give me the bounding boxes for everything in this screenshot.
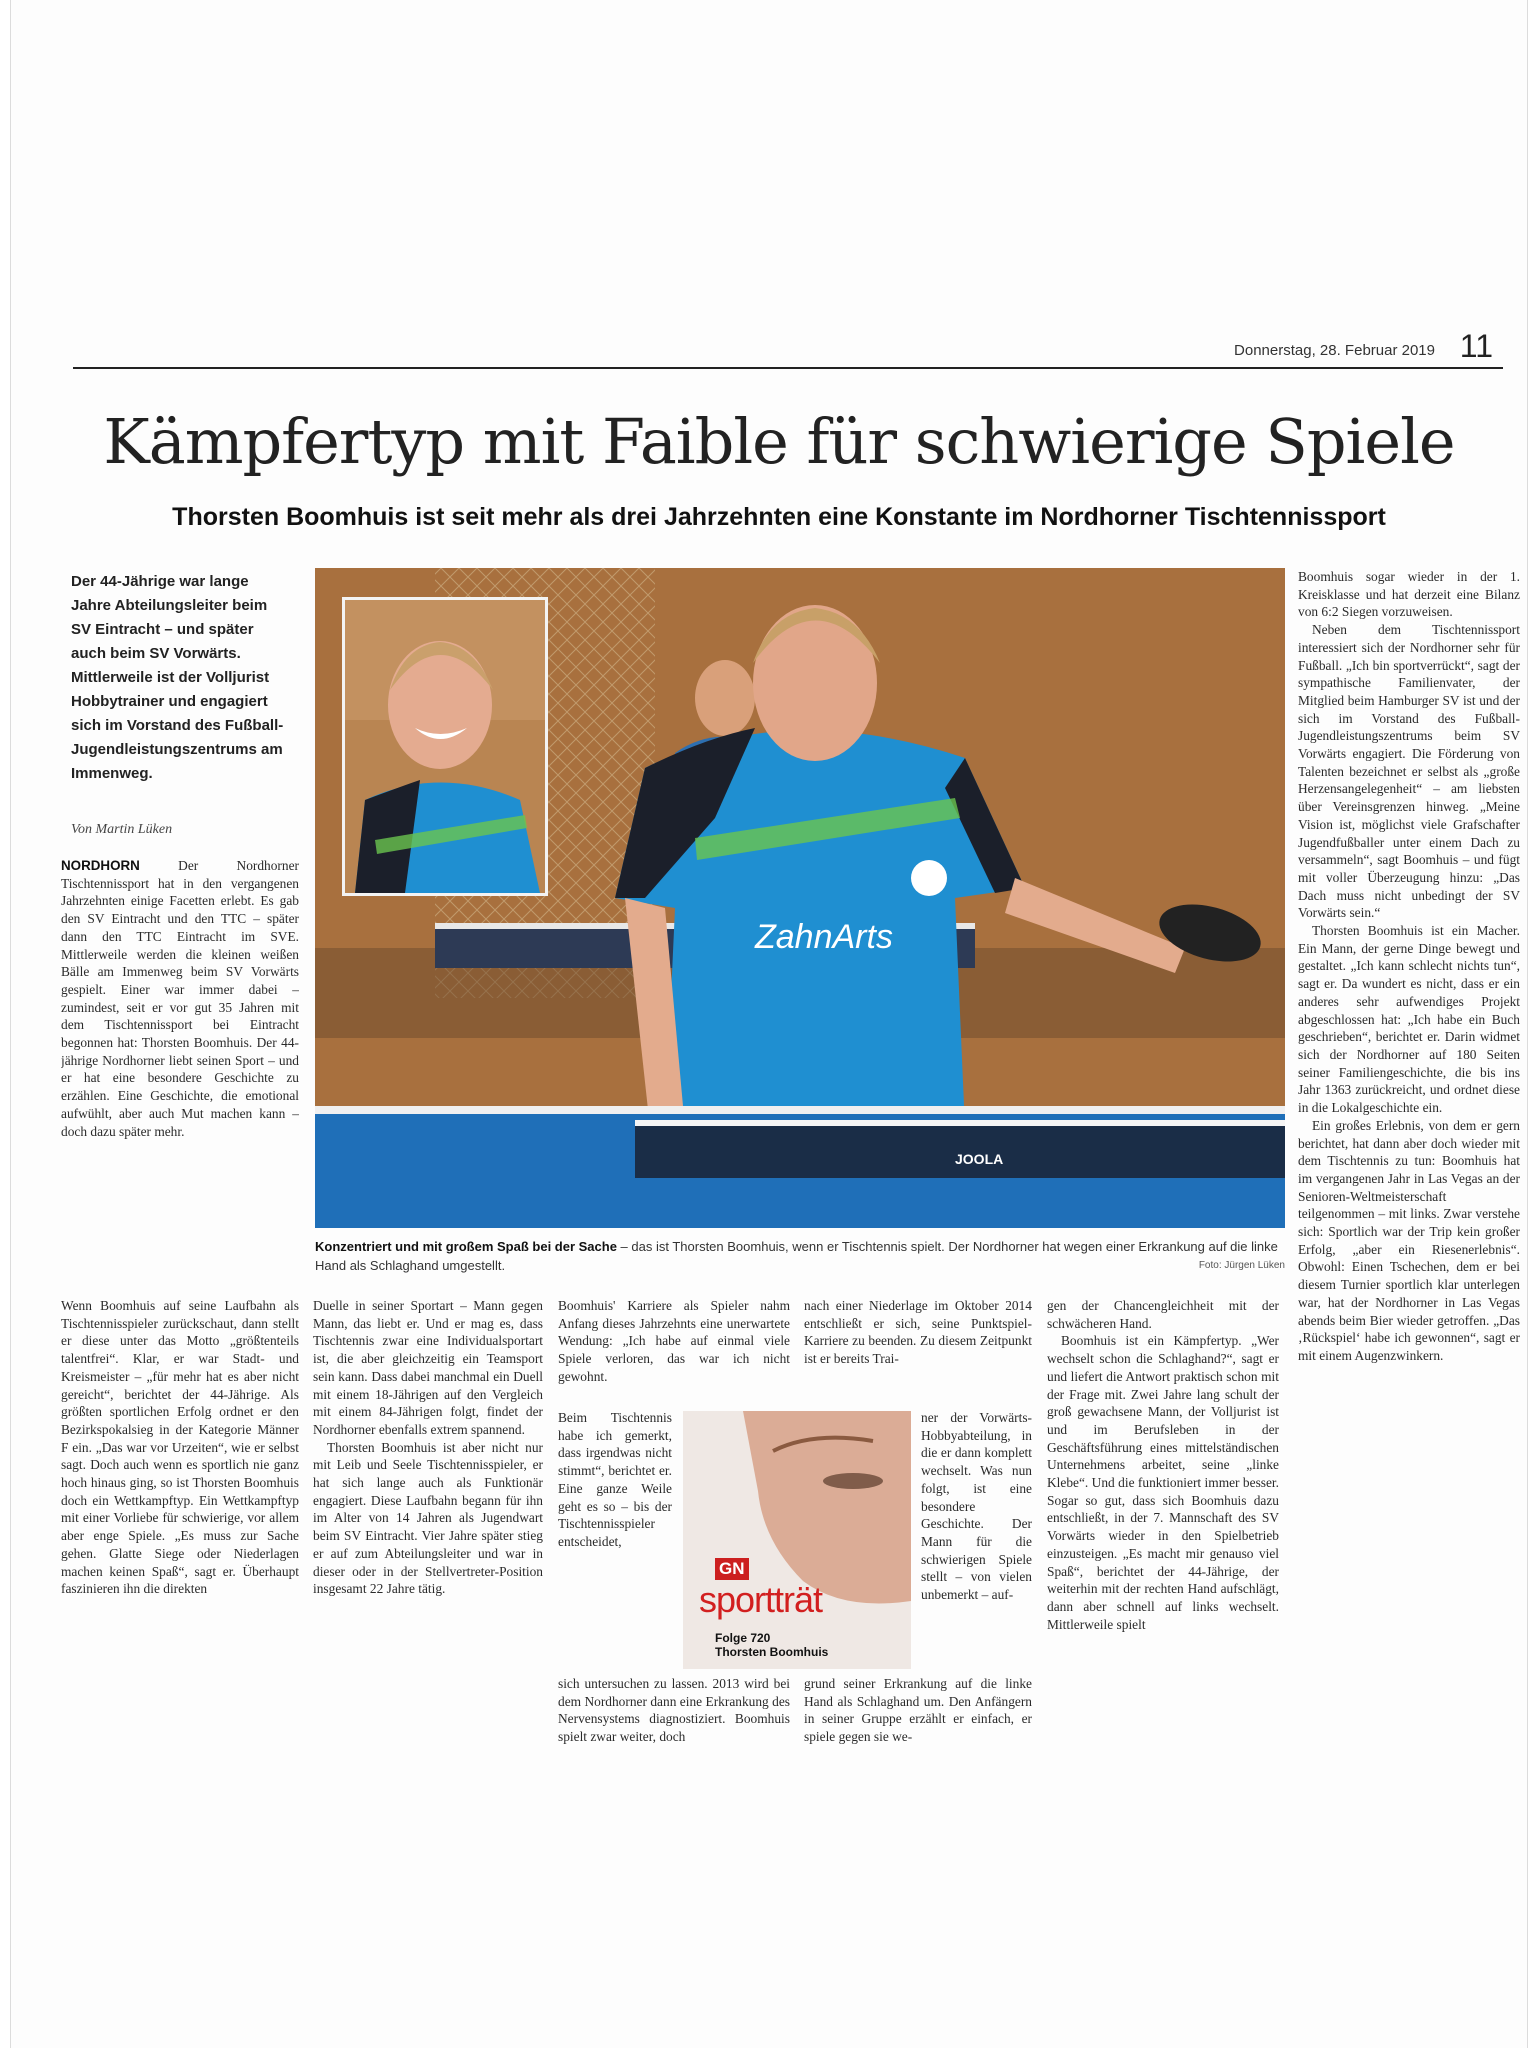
photo-credit: Foto: Jürgen Lüken [1198, 1260, 1285, 1271]
article-text: Thorsten Boomhuis ist ein Macher. Ein Mann, der gerne Dinge bewegt und gestaltet. „Ich kann schlecht nichts tun“, sagt er. Da wundert es nicht, dass er ein anderes sehr aufwendiges Projekt abgeschlossen hat: „Ich habe ein Buch geschrieben“, berichtet er. Darin widmet sich der Nordhorner auf 180 Seiten seiner Familiengeschichte, die bis ins Jahr 1363 zurückreicht, und ordnet diese in die Lokalgeschichte ein. [1298, 923, 1520, 1116]
article-column-3-bottom [558, 1675, 790, 1792]
article-text: Beim Tischtennis habe ich gemerkt, dass irgendwas nicht stimmt“, berichtet er. Eine ganze Weile geht es so – bis der Tischtennisspieler entscheidet, [558, 1410, 672, 1549]
article-text: sich untersuchen zu lassen. 2013 wird bei dem Nordhorner dann eine Erkrankung des Nervensystems diagnostiziert. Boomhuis spielt zwar weiter, doch [558, 1676, 790, 1745]
inset-portrait-photo [342, 597, 548, 896]
header-rule [73, 367, 1503, 369]
article-column-3-narrow [558, 1409, 672, 1673]
article-text: Boomhuis ist ein Kämpfertyp. „Wer wechselt schon die Schlaghand?“, sagt er und liefert die Antwort praktisch schon mit der Frage mit. Zwei Jahre lang schult der groß gewachsene Mann, der Volljurist ist und im Berufsleben in der Geschäftsführung eines mittelständischen Unternehmens arbeitet, seine „linke Klebe“. Und die funktioniert immer besser. Sogar so gut, dass sich Boomhuis dazu entschließt, in der 7. Mannschaft des SV Vorwärts wieder in den Spielbetrieb einzusteigen. „Es macht mir genauso viel Spaß“, berichtet der 44-Jährige, der weiterhin mit der rechten Hand aufschlägt, dann aber schnell auf links wechselt. Mittlerweile spielt [1047, 1333, 1279, 1632]
article-column-1-top [61, 857, 299, 1297]
newspaper-page [10, 0, 1528, 2048]
dateline: NORDHORN [61, 858, 140, 873]
article-text: Ein großes Erlebnis, von dem er gern berichtet, hat dann aber doch wieder mit dem Tischtennis zu tun: Boomhuis hat im vergangenen Jahr in Las Vegas an der Senioren-Weltmeisterschaft teilgenommen – mit links. Zwar verstehe sich: Sportlich war der Trip kein großer Erfolg, „aber ein Riesenerlebnis“. Obwohl: Einen Tschechen, dem er bei diesem Turnier sportlich klar unterlegen war, hat der Nordhorner in Las Vegas abends beim Bier wieder getroffen. „Das ‚Rückspiel‘ habe ich gewonnen“, sagt er mit einem Augenzwinkern. [1298, 1117, 1520, 1363]
article-text: nach einer Niederlage im Oktober 2014 entschließt er sich, seine Punktspiel-Karriere zu beenden. Zu diesem Zeitpunkt ist er bereits Trai- [804, 1298, 1032, 1367]
article-column-1 [61, 1297, 299, 1792]
promo-episode [715, 1631, 828, 1659]
article-text: Boomhuis' Karriere als Spieler nahm Anfang dieses Jahrzehnts eine unerwartete Wendung: „Ich habe auf einmal viele Spiele verloren, das war ich nicht gewohnt. [558, 1298, 790, 1384]
article-column-6 [1298, 568, 1520, 1792]
article-text: gen der Chancengleichheit mit der schwächeren Hand. [1047, 1298, 1279, 1331]
article-text: Wenn Boomhuis auf seine Laufbahn als Tischtennisspieler zurückschaut, dann stellt er diese unter das Motto „größtenteils talentfrei“. Klar, er war Stadt- und Kreismeister – „für mehr hat es aber nicht gereicht“, berichtet der 44-Jährige. Als größten sportlichen Erfolg ordnet er den Bezirkspokalsieg in der Kategorie Männer F ein. „Das war vor Urzeiten“, wie er selbst sagt. Doch auch wenn es sportlich nie ganz hoch hinaus ging, so ist Thorsten Boomhuis doch ein Wettkampftyp. Ein Wettkampftyp mit einer Vorliebe für schwierige, vor allem aber enge Spiele. „Es muss zur Sache gehen. Glatte Siege oder Niederlagen machen keinen Spaß“, sagt er. Überhaupt faszinieren ihn die direkten [61, 1298, 299, 1597]
article-text: Thorsten Boomhuis ist aber nicht nur mit Leib und Seele Tischtennisspieler, er hat sich lange auch als Funktionär engagiert. Diese Laufbahn begann für ihn im Alter von 14 Jahren als Jugendwart beim SV Eintracht. Vier Jahre später stieg er auf zum Abteilungsleiter und war in dieser oder in der Stellvertreter-Position insgesamt 22 Jahre tätig. [313, 1439, 543, 1597]
sportraet-title: sportträt [699, 1579, 823, 1620]
page-number: 11 [1459, 328, 1493, 364]
promo-name: Thorsten Boomhuis [715, 1645, 829, 1659]
article-text: ner der Vorwärts-Hobbyabteilung, in die er dann komplett wechselt. Was nun folgt, ist eine besondere Geschichte. Der Mann für die schwierigen Spiele stellt – von vielen unbemerkt – auf- [921, 1410, 1032, 1603]
page-date: Donnerstag, 28. Februar 2019 [1234, 342, 1435, 359]
article-text: grund seiner Erkrankung auf die linke Hand als Schlaghand um. Den Anfängern in seiner Gruppe erzählt er einfach, er spiele gegen sie we- [804, 1676, 1032, 1745]
article-text: Boomhuis sogar wieder in der 1. Kreisklasse und hat derzeit eine Bilanz von 6:2 Siegen vorzuweisen. [1298, 569, 1520, 620]
net-brand: JOOLA [955, 1151, 1004, 1167]
intro-teaser: Der 44-Jährige war lange Jahre Abteilungsleiter beim SV Eintracht – und später auch beim SV Vorwärts. Mittlerweile ist der Volljurist Hobbytrainer und engagiert sich im Vorstand des Fußball-Jugendleistungszentrums am Immenweg. [71, 573, 284, 782]
article-column-3-top [558, 1297, 790, 1409]
article-column-5 [1047, 1297, 1279, 1792]
article-column-2 [313, 1297, 543, 1792]
article-column-4-top [804, 1297, 1032, 1409]
byline: Von Martin Lüken [71, 822, 173, 837]
headline: Kämpfertyp mit Faible für schwierige Spiele [103, 405, 1455, 478]
caption-bold: Konzentriert und mit großem Spaß bei der Sache [315, 1239, 617, 1254]
shirt-logo: ZahnArts [755, 918, 893, 956]
sportraet-promo-box [683, 1411, 911, 1669]
caption-text: – das ist Thorsten Boomhuis, wenn er Tischtennis spielt. Der Nordhorner hat wegen einer Erkrankung auf die linke Hand als Schlaghand umgestellt. [315, 1239, 1278, 1273]
article-column-4-bottom [804, 1675, 1032, 1792]
subheadline: Thorsten Boomhuis ist seit mehr als drei Jahrzehnten eine Konstante im Nordhorner Tischtennissport [172, 503, 1386, 531]
article-text: Duelle in seiner Sportart – Mann gegen Mann, das liebt er. Und er mag es, dass Tischtennis zwar eine Individualsportart ist, die aber gleichzeitig ein Teamsport sein kann. Dass dabei manchmal ein Duell mit einem 18-Jährigen auf den Vergleich mit einem 84-Jährigen folgt, findet der Nordhorner ebenfalls extrem spannend. [313, 1298, 543, 1437]
promo-folge: Folge 720 [715, 1631, 771, 1645]
article-text: Der Nordhorner Tischtennissport hat in den vergangenen Jahrzehnten einige Facetten erlebt. Es gab den SV Eintracht und den TTC – später dann den TTC Eintracht im SVE. Mittlerweile werden die kleinen weißen Bälle am Immenweg beim SV Vorwärts gespielt. Einer war immer dabei – zumindest, seit er vor gut 35 Jahren mit dem Tischtennissport bei Eintracht begonnen hat: Thorsten Boomhuis. Der 44-jährige Nordhorner liebt seinen Sport – und er hat eine besondere Geschichte zu erzählen. Eine Geschichte, die emotional aufwühlt, aber auch Mut machen kann – doch dazu später mehr. [61, 858, 299, 1139]
article-column-4-narrow [921, 1409, 1032, 1673]
gn-badge: GN [715, 1558, 749, 1580]
smiling-player-portrait [345, 600, 545, 893]
article-text: Neben dem Tischtennissport interessiert sich der Nordhorner sehr für Fußball. „Ich bin sportverrückt“, sagt der sympathische Familienvater, der Mitglied beim Hamburger SV ist und der sich im Vorstand des Fußball-Jugendleistungszentrums beim SV Vorwärts engagiert. Die Förderung von Talenten bezeichnet er selbst als „große Herzensangelegenheit“ – am liebsten über Vereinsgrenzen hinweg. „Meine Vision ist, möglichst viele Grafschafter Jugendfußballer unter einem Dach zu versammeln“, sagt Boomhuis – und fügt mit voller Überzeugung hinzu: „Das Dach muss nicht unbedingt der SV Vorwärts sein.“ [1298, 622, 1520, 921]
photo-caption [315, 1237, 1285, 1275]
